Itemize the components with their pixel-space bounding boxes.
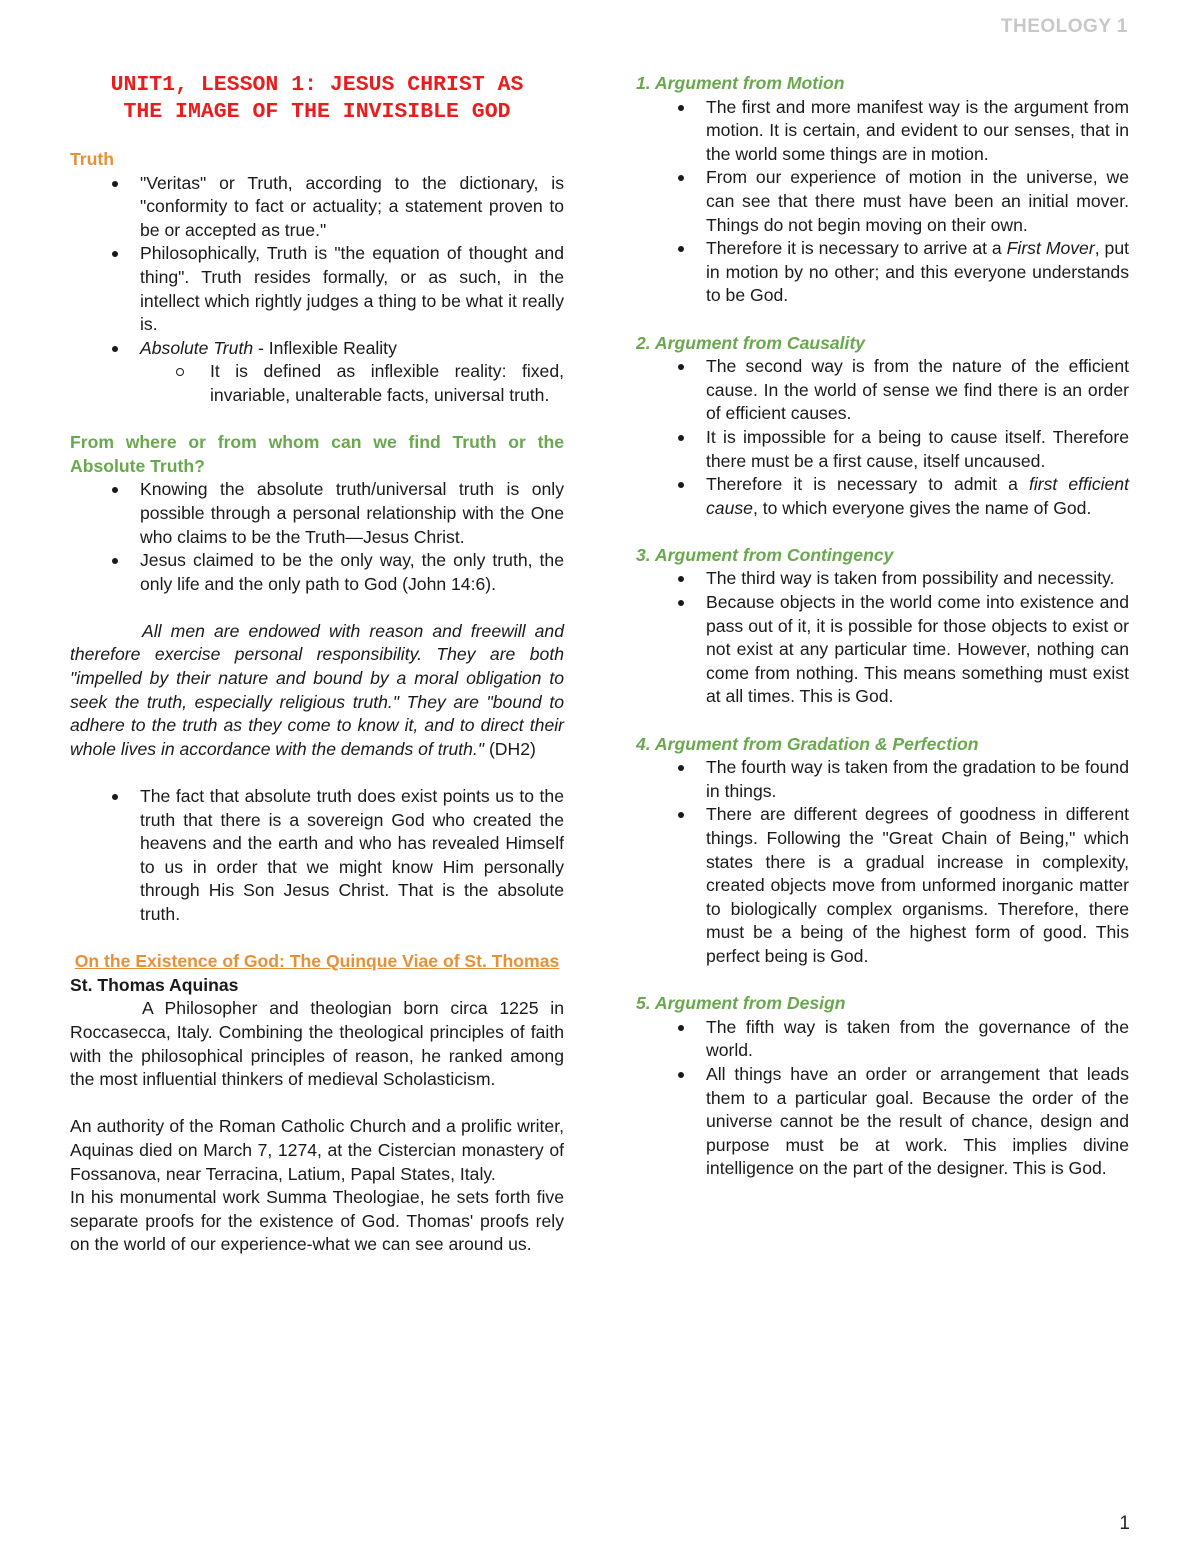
contingency-bullet-2: Because objects in the world come into existence and pass out of it, it is possible for those objects to exist or not exist at any particular time. However, nothing can come from nothing. This means something must exist at all times. This is God. (636, 591, 1129, 709)
argument-design-heading: 5. Argument from Design (636, 993, 846, 1014)
page-number: 1 (1119, 1513, 1130, 1534)
dh2-quote-text: All men are endowed with reason and freewill and therefore exercise personal responsibility. They are both "impelled by their nature and bound by a moral obligation to seek the truth, especially religious truth." They are "bound to adhere to the truth as they come to know it, and to direct their whole lives in accordance with the demands of truth." (70, 620, 564, 759)
first-efficient-cause-term: first efficient cause (706, 474, 1129, 518)
causality-bullet-1: The second way is from the nature of the efficient cause. In the world of sense we find there is an order of efficient causes. (636, 355, 1129, 426)
design-bullet-2: All things have an order or arrangement that leads them to a particular goal. Because the order of the universe cannot be the result of chance, design and purpose must be at work. This implies divine intelligence on the part of the designer. This is God. (636, 1063, 1129, 1181)
argument-causality-list (636, 355, 1129, 520)
motion-bullet-3 (636, 237, 1129, 308)
where-bullet-jesus-claim: Jesus claimed to be the only way, the only truth, the only life and the only path to God (John 14:6). (70, 549, 564, 596)
truth-subbullet-definition: It is defined as inflexible reality: fixed, invariable, unalterable facts, universal truth. (70, 360, 564, 407)
truth-bullet-veritas: "Veritas" or Truth, according to the dictionary, is "conformity to fact or actuality; a statement proven to be or accepted as true." (70, 172, 564, 243)
argument-contingency-list (636, 567, 1129, 709)
argument-contingency-heading: 3. Argument from Contingency (636, 544, 894, 565)
truth-list (70, 172, 564, 361)
fact-bullet-absolute-truth: The fact that absolute truth does exist points us to the truth that there is a sovereign God who created the heavens and the earth and who has revealed Himself to us in order that we might know Him personally through His Son Jesus Christ. That is the absolute truth. (70, 785, 564, 927)
motion-bullet-1: The first and more manifest way is the argument from motion. It is certain, and evident to our senses, that in the world some things are in motion. (636, 96, 1129, 167)
dh2-reference: (DH2) (484, 738, 536, 759)
summa-paragraph: In his monumental work Summa Theologiae, he sets forth five separate proofs for the existence of God. Thomas' proofs rely on the world of our experience-what we can see around us. (70, 1187, 564, 1255)
lesson-title (70, 72, 564, 126)
gradation-bullet-1: The fourth way is taken from the gradation to be found in things. (636, 756, 1129, 803)
truth-sublist (70, 360, 564, 407)
argument-causality-heading: 2. Argument from Causality (636, 332, 866, 353)
truth-bullet-philosophically: Philosophically, Truth is "the equation of thought and thing". Truth resides formally, or as such, in the intellect which rightly judges a thing to be what it really is. (70, 242, 564, 336)
design-bullet-1: The fifth way is taken from the governance of the world. (636, 1016, 1129, 1063)
motion-bullet-3-post: , put in motion by no other; and this everyone understands to be God. (706, 238, 1129, 306)
gradation-bullet-2: There are different degrees of goodness in different things. Following the "Great Chain of Being," which states there is a gradual increase in complexity, created objects move from unformed inorganic matter to biologically complex organisms. Therefore, there must be a being of the highest form of good. This perfect being is God. (636, 803, 1129, 968)
right-column (636, 72, 1129, 1181)
motion-bullet-2: From our experience of motion in the universe, we can see that there must have been an initial mover. Things do not begin moving on their own. (636, 166, 1129, 237)
argument-gradation-heading: 4. Argument from Gradation & Perfection (636, 733, 979, 754)
truth-heading: Truth (70, 149, 114, 169)
where-bullet-relationship: Knowing the absolute truth/universal truth is only possible through a personal relationship with the One who claims to be the Truth—Jesus Christ. (70, 478, 564, 549)
first-mover-term: First Mover (1006, 238, 1095, 259)
aquinas-heading: St. Thomas Aquinas (70, 974, 239, 995)
left-column (70, 72, 564, 1257)
contingency-bullet-1: The third way is taken from possibility and necessity. (636, 567, 1129, 591)
dh2-quote (70, 620, 564, 762)
motion-bullet-3-pre: Therefore it is necessary to arrive at a (706, 238, 1007, 259)
course-header: THEOLOGY 1 (1000, 16, 1128, 37)
argument-design-list (636, 1016, 1129, 1181)
causality-bullet-3-post: , to which everyone gives the name of God. (752, 497, 1092, 518)
causality-bullet-2: It is impossible for a being to cause itself. Therefore there must be a first cause, itself uncaused. (636, 426, 1129, 473)
where-heading: From where or from whom can we find Truth or the Absolute Truth? (70, 432, 564, 476)
argument-motion-list (636, 96, 1129, 308)
where-list (70, 478, 564, 596)
causality-bullet-3-pre: Therefore it is necessary to admit a (706, 474, 1029, 495)
absolute-truth-term: Absolute Truth (140, 337, 254, 358)
aquinas-bio-paragraph: A Philosopher and theologian born circa 1225 in Roccasecca, Italy. Combining the theological principles of faith with the philosophical principles of reason, he ranked among the most influential thinkers of medieval Scholasticism. (70, 998, 564, 1090)
aquinas-death-paragraph: An authority of the Roman Catholic Church and a prolific writer, Aquinas died on March 7, 1274, at the Cistercian monastery of Fossanova, near Terracina, Latium, Papal States, Italy. (70, 1116, 564, 1184)
absolute-truth-desc: - Inflexible Reality (253, 337, 397, 358)
fact-list (70, 785, 564, 927)
existence-of-god-heading: On the Existence of God: The Quinque Viae of St. Thomas (74, 951, 560, 972)
truth-bullet-absolute (70, 337, 564, 361)
argument-motion-heading: 1. Argument from Motion (636, 73, 845, 93)
lesson-title-line-1: UNIT1, LESSON 1: JESUS CHRIST AS (110, 73, 524, 97)
argument-gradation-list (636, 756, 1129, 968)
lesson-title-line-2: THE IMAGE OF THE INVISIBLE GOD (123, 100, 511, 124)
causality-bullet-3 (636, 473, 1129, 520)
